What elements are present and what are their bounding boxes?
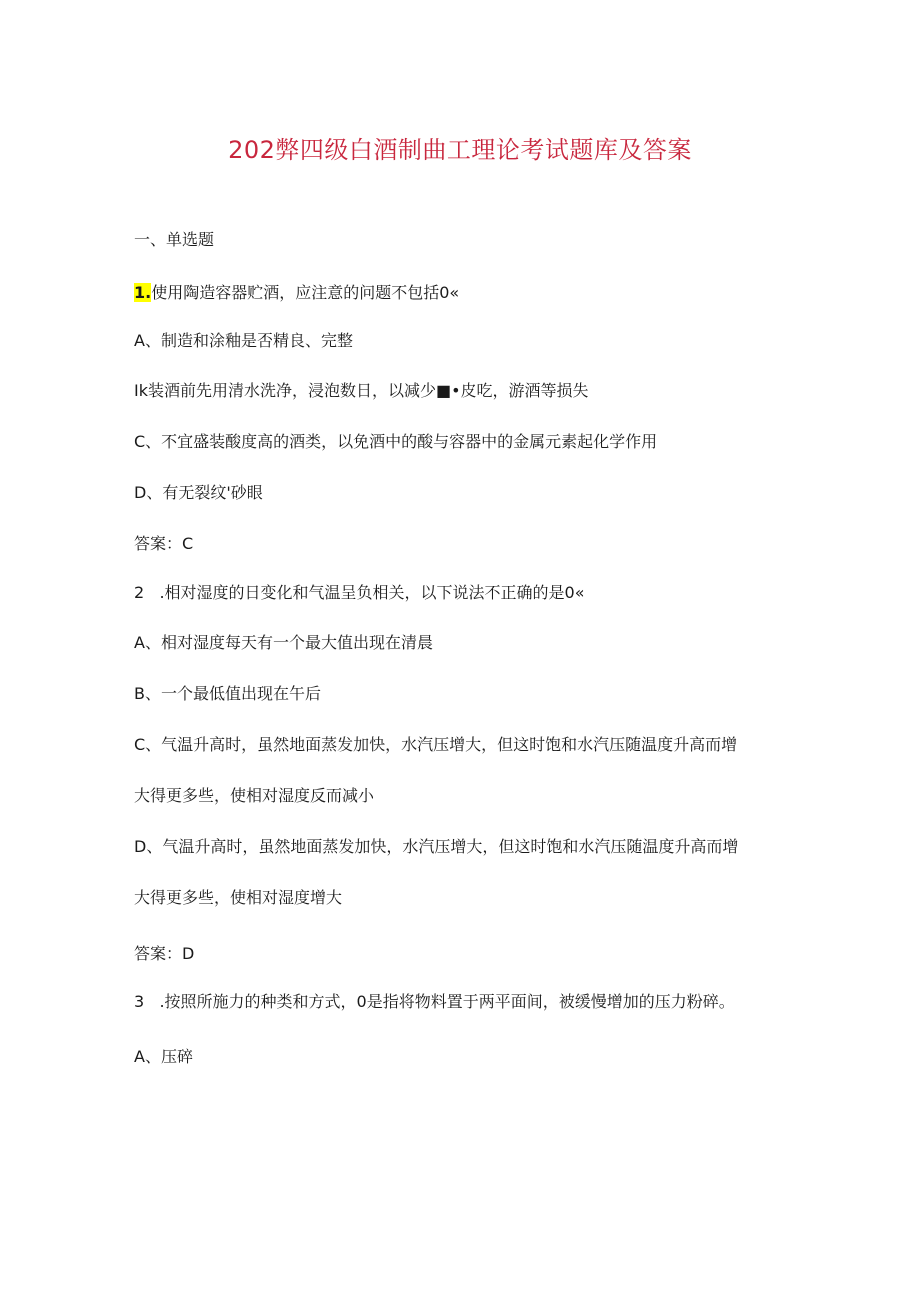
question-1-answer: 答案：C xyxy=(134,534,194,553)
question-1-number: 1. xyxy=(134,283,152,302)
question-1-option-b: Ik装酒前先用清水洗净，浸泡数日，以减少■•皮吃，游酒等损失 xyxy=(134,381,589,400)
question-1-option-c: C、不宜盛装酸度高的酒类，以免酒中的酸与容器中的金属元素起化学作用 xyxy=(134,432,658,451)
question-2-option-d: D、气温升高时，虽然地面蒸发加快，水汽压增大，但这时饱和水汽压随温度升高而增 xyxy=(134,837,739,856)
question-2-option-d-cont: 大得更多些，使相对湿度增大 xyxy=(134,888,343,907)
question-3-option-a: A、压碎 xyxy=(134,1047,193,1066)
question-1 xyxy=(134,282,459,304)
question-3 xyxy=(134,991,735,1013)
question-2-option-a: A、相对湿度每天有一个最大值出现在清晨 xyxy=(134,633,433,652)
question-2-option-c-cont: 大得更多些，使相对湿度反而减小 xyxy=(134,786,375,805)
question-3-stem: .按照所施力的种类和方式，0是指将物料置于两平面间，被缓慢增加的压力粉碎。 xyxy=(159,992,735,1011)
section-heading: 一、单选题 xyxy=(134,230,215,249)
question-2-stem: .相对湿度的日变化和气温呈负相关，以下说法不正确的是0« xyxy=(159,583,585,602)
question-1-option-d: D、有无裂纹'砂眼 xyxy=(134,483,263,502)
question-2-option-c: C、气温升高时，虽然地面蒸发加快，水汽压增大，但这时饱和水汽压随温度升高而增 xyxy=(134,735,738,754)
document-title: 202弊四级白酒制曲工理论考试题库及答案 xyxy=(228,136,692,164)
question-2-answer: 答案：D xyxy=(134,944,195,963)
question-2-option-b: B、一个最低值出现在午后 xyxy=(134,684,321,703)
question-1-stem: 使用陶造容器贮酒，应注意的问题不包括0« xyxy=(151,283,460,302)
question-3-number: 3 xyxy=(134,992,145,1011)
question-2 xyxy=(134,582,585,604)
question-1-option-a: A、制造和涂釉是否精良、完整 xyxy=(134,331,353,350)
question-2-number: 2 xyxy=(134,583,145,602)
